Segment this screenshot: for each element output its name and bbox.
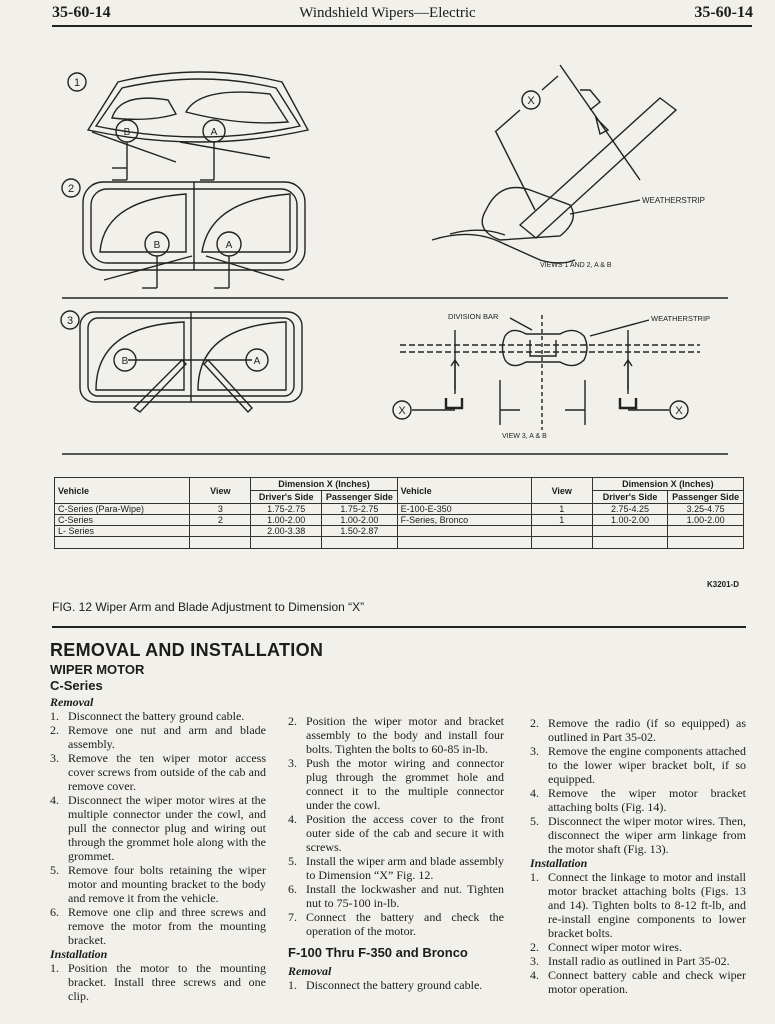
removal-heading: Removal xyxy=(50,695,94,709)
list-item xyxy=(50,723,266,751)
cell-vehicle: C-Series (Para-Wipe) xyxy=(55,504,190,515)
header-rule xyxy=(52,25,752,27)
step-number: 2. xyxy=(288,714,297,728)
cell-empty xyxy=(668,526,744,537)
cell-view: 2 xyxy=(190,515,251,526)
list-item xyxy=(50,863,266,905)
cell-empty xyxy=(531,526,592,537)
step-number: 1. xyxy=(530,870,539,884)
step-text: Connect the battery and check the operation of the motor. xyxy=(306,910,504,938)
cell-vehicle: L- Series xyxy=(55,526,190,537)
step-text: Remove the ten wiper motor access cover screws from outside of the cab and remove cover. xyxy=(68,751,266,793)
cell-vehicle: E-100-E-350 xyxy=(397,504,531,515)
step-text: Install the lockwasher and nut. Tighten nut to 75-100 in-lb. xyxy=(306,882,504,910)
table-row xyxy=(55,515,744,526)
cell-driver: 1.00-2.00 xyxy=(251,515,322,526)
step-number: 5. xyxy=(530,814,539,828)
list-item xyxy=(50,961,266,1003)
step-number: 6. xyxy=(288,882,297,896)
list-item xyxy=(50,709,266,723)
view-2-diagram xyxy=(62,179,305,288)
step-text: Remove the engine components attached to the lower wiper bracket bolt, if so equipped. xyxy=(548,744,746,786)
step-text: Disconnect the battery ground cable. xyxy=(306,978,483,992)
list-item xyxy=(530,786,746,814)
list-item xyxy=(530,870,746,940)
step-number: 3. xyxy=(288,756,297,770)
step-number: 5. xyxy=(50,863,59,877)
page-number-right: 35-60-14 xyxy=(694,4,753,21)
cell-view: 3 xyxy=(190,504,251,515)
step-text: Position the wiper motor and bracket assembly to the body and install four bolts. Tighten the bolts to 60-85 in-lb. xyxy=(306,714,504,756)
text-column-3 xyxy=(530,716,746,996)
view-3-number: 3 xyxy=(66,315,74,327)
table-row xyxy=(55,537,744,549)
col-vehicle: Vehicle xyxy=(55,478,190,504)
step-text: Disconnect the battery ground cable. xyxy=(68,709,245,723)
step-text: Install radio as outlined in Part 35-02. xyxy=(548,954,730,968)
cell-empty xyxy=(668,537,744,549)
list-item xyxy=(530,814,746,856)
step-number: 4. xyxy=(530,968,539,982)
list-item xyxy=(50,751,266,793)
step-number: 3. xyxy=(530,744,539,758)
views-1-2-detail xyxy=(432,65,705,269)
cell-empty xyxy=(531,537,592,549)
cell-view: 1 xyxy=(531,504,592,515)
step-number: 2. xyxy=(530,716,539,730)
cell-empty xyxy=(322,537,398,549)
cell-passenger: 3.25-4.75 xyxy=(668,504,744,515)
step-number: 6. xyxy=(50,905,59,919)
figure-caption: FIG. 12 Wiper Arm and Blade Adjustment to Dimension “X” xyxy=(52,600,365,614)
cell-driver: 1.75-2.75 xyxy=(251,504,322,515)
step-text: Position the motor to the mounting bracket. Install three screws and one clip. xyxy=(68,961,266,1003)
table-header-row xyxy=(55,478,744,491)
col-view: View xyxy=(190,478,251,504)
list-item xyxy=(530,940,746,954)
cell-empty xyxy=(251,537,322,549)
col-passenger: Passenger Side xyxy=(322,491,398,504)
step-number: 1. xyxy=(50,961,59,975)
cell-driver: 2.75-4.25 xyxy=(592,504,668,515)
subsection-title: WIPER MOTOR xyxy=(50,662,145,677)
cell-empty xyxy=(592,526,668,537)
cell-driver: 1.00-2.00 xyxy=(592,515,668,526)
views-1-2-caption: VIEWS 1 AND 2, A & B xyxy=(540,262,612,269)
step-text: Remove the radio (if so equipped) as outlined in Part 35-02. xyxy=(548,716,746,744)
view-2-number: 2 xyxy=(67,183,75,195)
step-text: Connect battery cable and check wiper motor operation. xyxy=(548,968,746,996)
list-item xyxy=(288,882,504,910)
page-running-title: Windshield Wipers—Electric xyxy=(299,5,476,21)
list-item xyxy=(288,854,504,882)
division-bar-label: DIVISION BAR xyxy=(448,312,499,321)
list-item xyxy=(530,744,746,786)
f100-removal-steps-cont xyxy=(530,716,746,856)
dimension-x-label-3: X xyxy=(675,405,683,417)
text-column-2 xyxy=(288,714,504,992)
step-number: 5. xyxy=(288,854,297,868)
cell-passenger: 1.75-2.75 xyxy=(322,504,398,515)
step-text: Remove four bolts retaining the wiper motor and mounting bracket to the body and remove it from the vehicle. xyxy=(68,863,266,905)
cell-passenger: 1.00-2.00 xyxy=(322,515,398,526)
col-dimension: Dimension X (Inches) xyxy=(251,478,397,491)
cell-empty xyxy=(190,537,251,549)
step-number: 3. xyxy=(530,954,539,968)
col-view-2: View xyxy=(531,478,592,504)
col-vehicle-2: Vehicle xyxy=(397,478,531,504)
figure-id: K3201-D xyxy=(706,580,739,589)
step-number: 3. xyxy=(50,751,59,765)
view-3-arm-a: A xyxy=(253,356,261,367)
step-number: 1. xyxy=(50,709,59,723)
cell-vehicle: C-Series xyxy=(55,515,190,526)
step-text: Remove one nut and arm and blade assembly. xyxy=(68,723,266,751)
subsubsection-title: C-Series xyxy=(50,678,103,693)
col-driver: Driver's Side xyxy=(251,491,322,504)
cell-passenger: 1.50-2.87 xyxy=(322,526,398,537)
cell-passenger: 1.00-2.00 xyxy=(668,515,744,526)
step-text: Remove the wiper motor bracket attaching bolts (Fig. 14). xyxy=(548,786,746,814)
text-column-1 xyxy=(50,695,266,1003)
view-3-detail xyxy=(393,312,710,440)
step-number: 4. xyxy=(50,793,59,807)
cell-vehicle: F-Series, Bronco xyxy=(397,515,531,526)
f100-installation-heading: Installation xyxy=(530,856,588,870)
col-driver-2: Driver's Side xyxy=(592,491,668,504)
view-2-arm-b: B xyxy=(153,240,161,251)
f100-removal-steps xyxy=(288,978,504,992)
view-3-arm-b: B xyxy=(121,356,129,367)
cell-empty xyxy=(592,537,668,549)
list-item xyxy=(288,756,504,812)
section-title: REMOVAL AND INSTALLATION xyxy=(50,640,324,660)
wiper-adjustment-figure xyxy=(0,30,775,460)
cell-view: 1 xyxy=(531,515,592,526)
dimension-x-label-1: X xyxy=(527,95,535,107)
list-item xyxy=(530,968,746,996)
installation-steps-cont xyxy=(288,714,504,938)
step-text: Position the access cover to the front outer side of the cab and secure it with screws. xyxy=(306,812,504,854)
list-item xyxy=(288,812,504,854)
list-item xyxy=(50,793,266,863)
step-text: Disconnect the wiper motor wires. Then, disconnect the wiper arm linkage from the motor shaft (Fig. 13). xyxy=(548,814,746,856)
list-item xyxy=(50,905,266,947)
removal-steps xyxy=(50,709,266,947)
step-text: Connect wiper motor wires. xyxy=(548,940,682,954)
installation-heading: Installation xyxy=(50,947,108,961)
view-3-caption: VIEW 3, A & B xyxy=(502,433,547,440)
step-text: Disconnect the wiper motor wires at the multiple connector under the cowl, and pull the connector plug and wiring out through the grommet hole along with the grommet. xyxy=(68,793,266,863)
page-number-left: 35-60-14 xyxy=(52,4,111,21)
view-2-arm-a: A xyxy=(225,240,233,251)
step-text: Connect the linkage to motor and install motor bracket attaching bolts (Figs. 13 and 14). Tighten bolts to 8-12 ft-lb, and re-install engine components to lower bracket bolts. xyxy=(548,870,746,940)
list-item xyxy=(530,716,746,744)
step-text: Remove one clip and three screws and remove the motor from the mounting bracket. xyxy=(68,905,266,947)
table-row xyxy=(55,526,744,537)
f100-installation-steps xyxy=(530,870,746,996)
step-text: Install the wiper arm and blade assembly to Dimension “X” Fig. 12. xyxy=(306,854,504,882)
table-row xyxy=(55,504,744,515)
list-item xyxy=(530,954,746,968)
step-number: 1. xyxy=(288,978,297,992)
weatherstrip-label-2: WEATHERSTRIP xyxy=(651,314,711,323)
cell-empty xyxy=(55,537,190,549)
list-item xyxy=(288,714,504,756)
col-dimension-2: Dimension X (Inches) xyxy=(592,478,743,491)
view-3-diagram xyxy=(61,311,302,412)
step-number: 4. xyxy=(530,786,539,800)
cell-empty xyxy=(397,526,531,537)
cell-driver: 2.00-3.38 xyxy=(251,526,322,537)
step-number: 4. xyxy=(288,812,297,826)
cell-view xyxy=(190,526,251,537)
dimension-x-label-2: X xyxy=(398,405,406,417)
dimension-table xyxy=(54,477,744,549)
list-item xyxy=(288,978,504,992)
step-text: Push the motor wiring and connector plug through the grommet hole and connect it to the multiple connector under the cowl. xyxy=(306,756,504,812)
installation-steps xyxy=(50,961,266,1003)
f100-removal-heading: Removal xyxy=(288,964,332,978)
caption-rule xyxy=(52,626,746,628)
col-passenger-2: Passenger Side xyxy=(668,491,744,504)
f100-heading: F-100 Thru F-350 and Bronco xyxy=(288,945,468,960)
view-1-number: 1 xyxy=(73,77,81,89)
view-1-arm-b: B xyxy=(123,127,131,138)
step-number: 2. xyxy=(50,723,59,737)
weatherstrip-label-1: WEATHERSTRIP xyxy=(642,196,705,205)
list-item xyxy=(288,910,504,938)
cell-empty xyxy=(397,537,531,549)
step-number: 2. xyxy=(530,940,539,954)
view-1-diagram xyxy=(68,72,308,180)
step-number: 7. xyxy=(288,910,297,924)
view-1-arm-a: A xyxy=(210,127,218,138)
